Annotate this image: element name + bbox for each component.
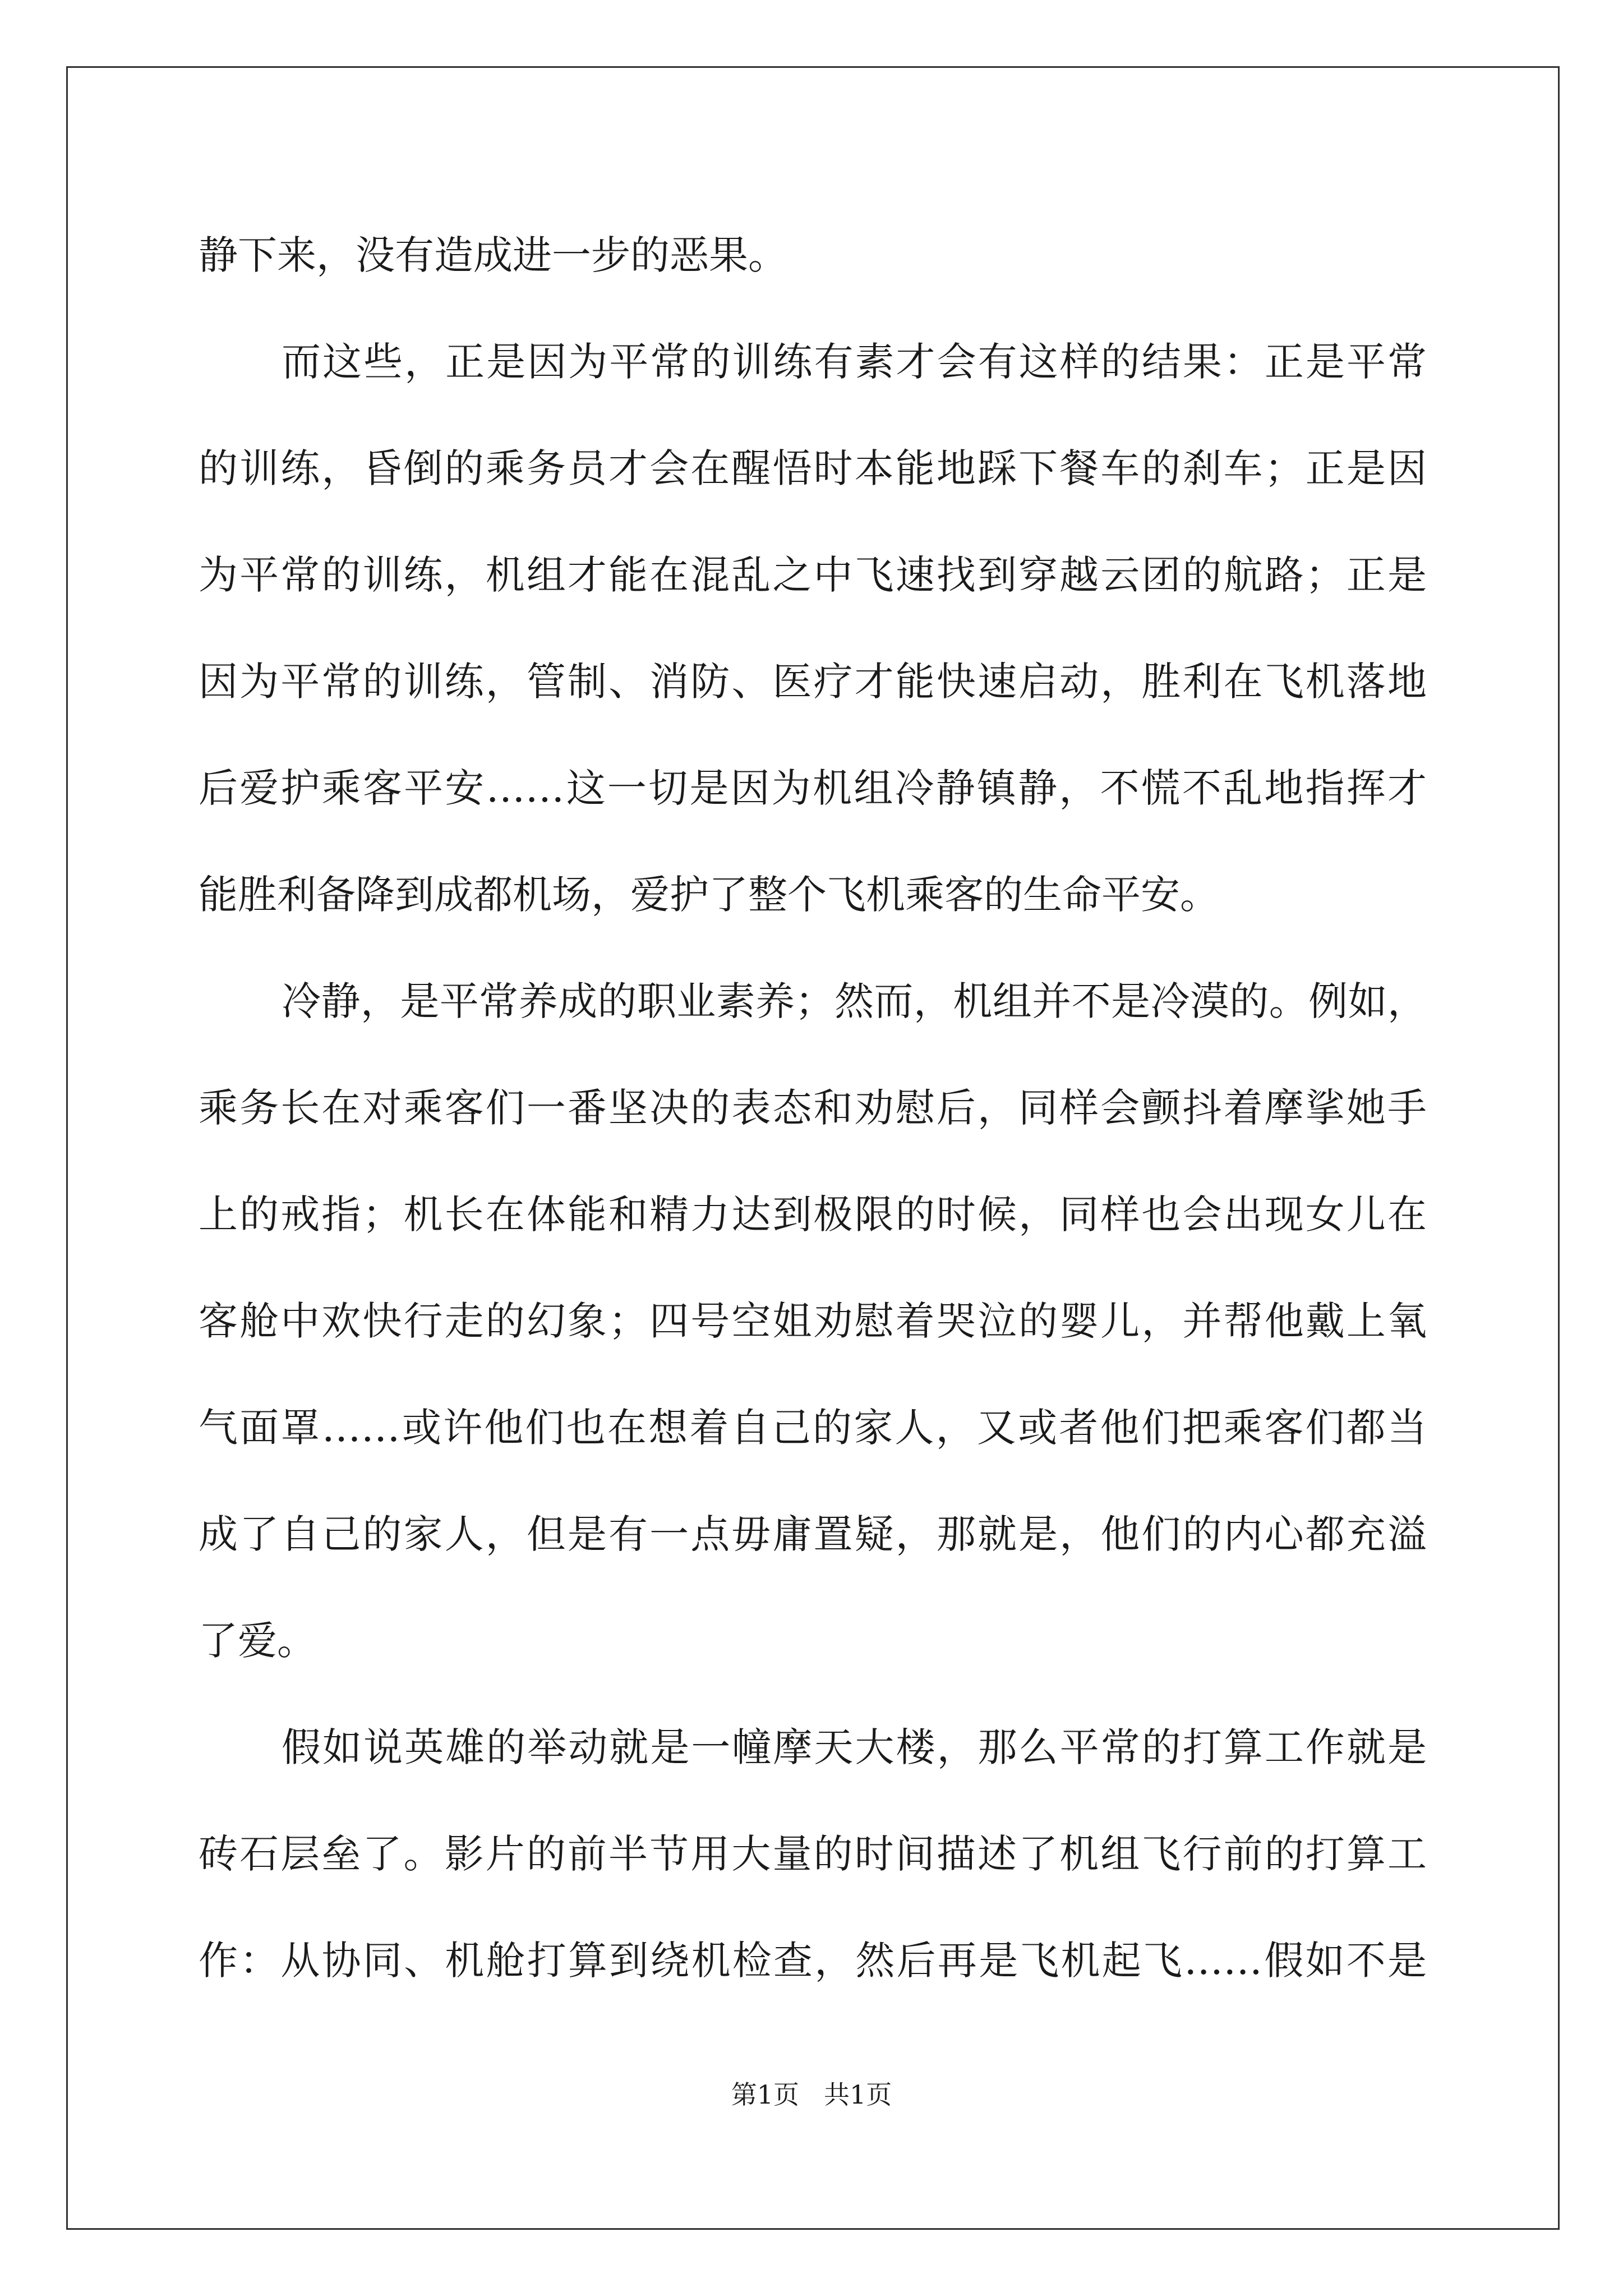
text-line: 上的戒指；机长在体能和精力达到极限的时候，同样也会出现女儿在 <box>199 1191 1427 1237</box>
text-line: 的训练，昏倒的乘务员才会在醒悟时本能地踩下餐车的刹车；正是因 <box>199 445 1427 491</box>
page-number: 第1页 <box>731 2079 800 2110</box>
text-line: 能胜利备降到成都机场，爱护了整个飞机乘客的生命平安。 <box>199 872 1219 918</box>
paragraph-2 <box>199 309 1427 948</box>
text-line: 成了自己的家人，但是有一点毋庸置疑，那就是，他们的内心都充溢 <box>199 1511 1427 1557</box>
text-line: 而这些，正是因为平常的训练有素才会有这样的结果：正是平常 <box>282 339 1427 385</box>
text-line: 了爱。 <box>199 1618 316 1664</box>
text-line: 砖石层垒了。影片的前半节用大量的时间描述了机组飞行前的打算工 <box>199 1831 1427 1877</box>
page-total: 共1页 <box>823 2079 892 2110</box>
text-line: 冷静，是平常养成的职业素养；然而，机组并不是冷漠的。例如， <box>282 978 1427 1024</box>
text-line: 气面罩……或许他们也在想着自己的家人，又或者他们把乘客们都当 <box>199 1405 1427 1451</box>
paragraph-1 <box>199 202 1427 309</box>
text-line: 后爱护乘客平安……这一切是因为机组冷静镇静，不慌不乱地指挥才 <box>199 765 1427 811</box>
paragraph-4 <box>199 1694 1427 2014</box>
text-line: 作：从协同、机舱打算到绕机检查，然后再是飞机起飞……假如不是 <box>199 1938 1427 1984</box>
document-body <box>199 202 1427 2014</box>
text-line: 假如说英雄的举动就是一幢摩天大楼，那么平常的打算工作就是 <box>282 1724 1427 1770</box>
page-footer <box>0 2074 1623 2111</box>
text-line: 静下来，没有造成进一步的恶果。 <box>199 232 787 278</box>
text-line: 乘务长在对乘客们一番坚决的表态和劝慰后，同样会颤抖着摩挲她手 <box>199 1085 1427 1131</box>
text-line: 为平常的训练，机组才能在混乱之中飞速找到穿越云团的航路；正是 <box>199 552 1427 598</box>
text-line: 客舱中欢快行走的幻象；四号空姐劝慰着哭泣的婴儿，并帮他戴上氧 <box>199 1298 1427 1344</box>
text-line: 因为平常的训练，管制、消防、医疗才能快速启动，胜利在飞机落地 <box>199 659 1427 705</box>
paragraph-3 <box>199 948 1427 1694</box>
